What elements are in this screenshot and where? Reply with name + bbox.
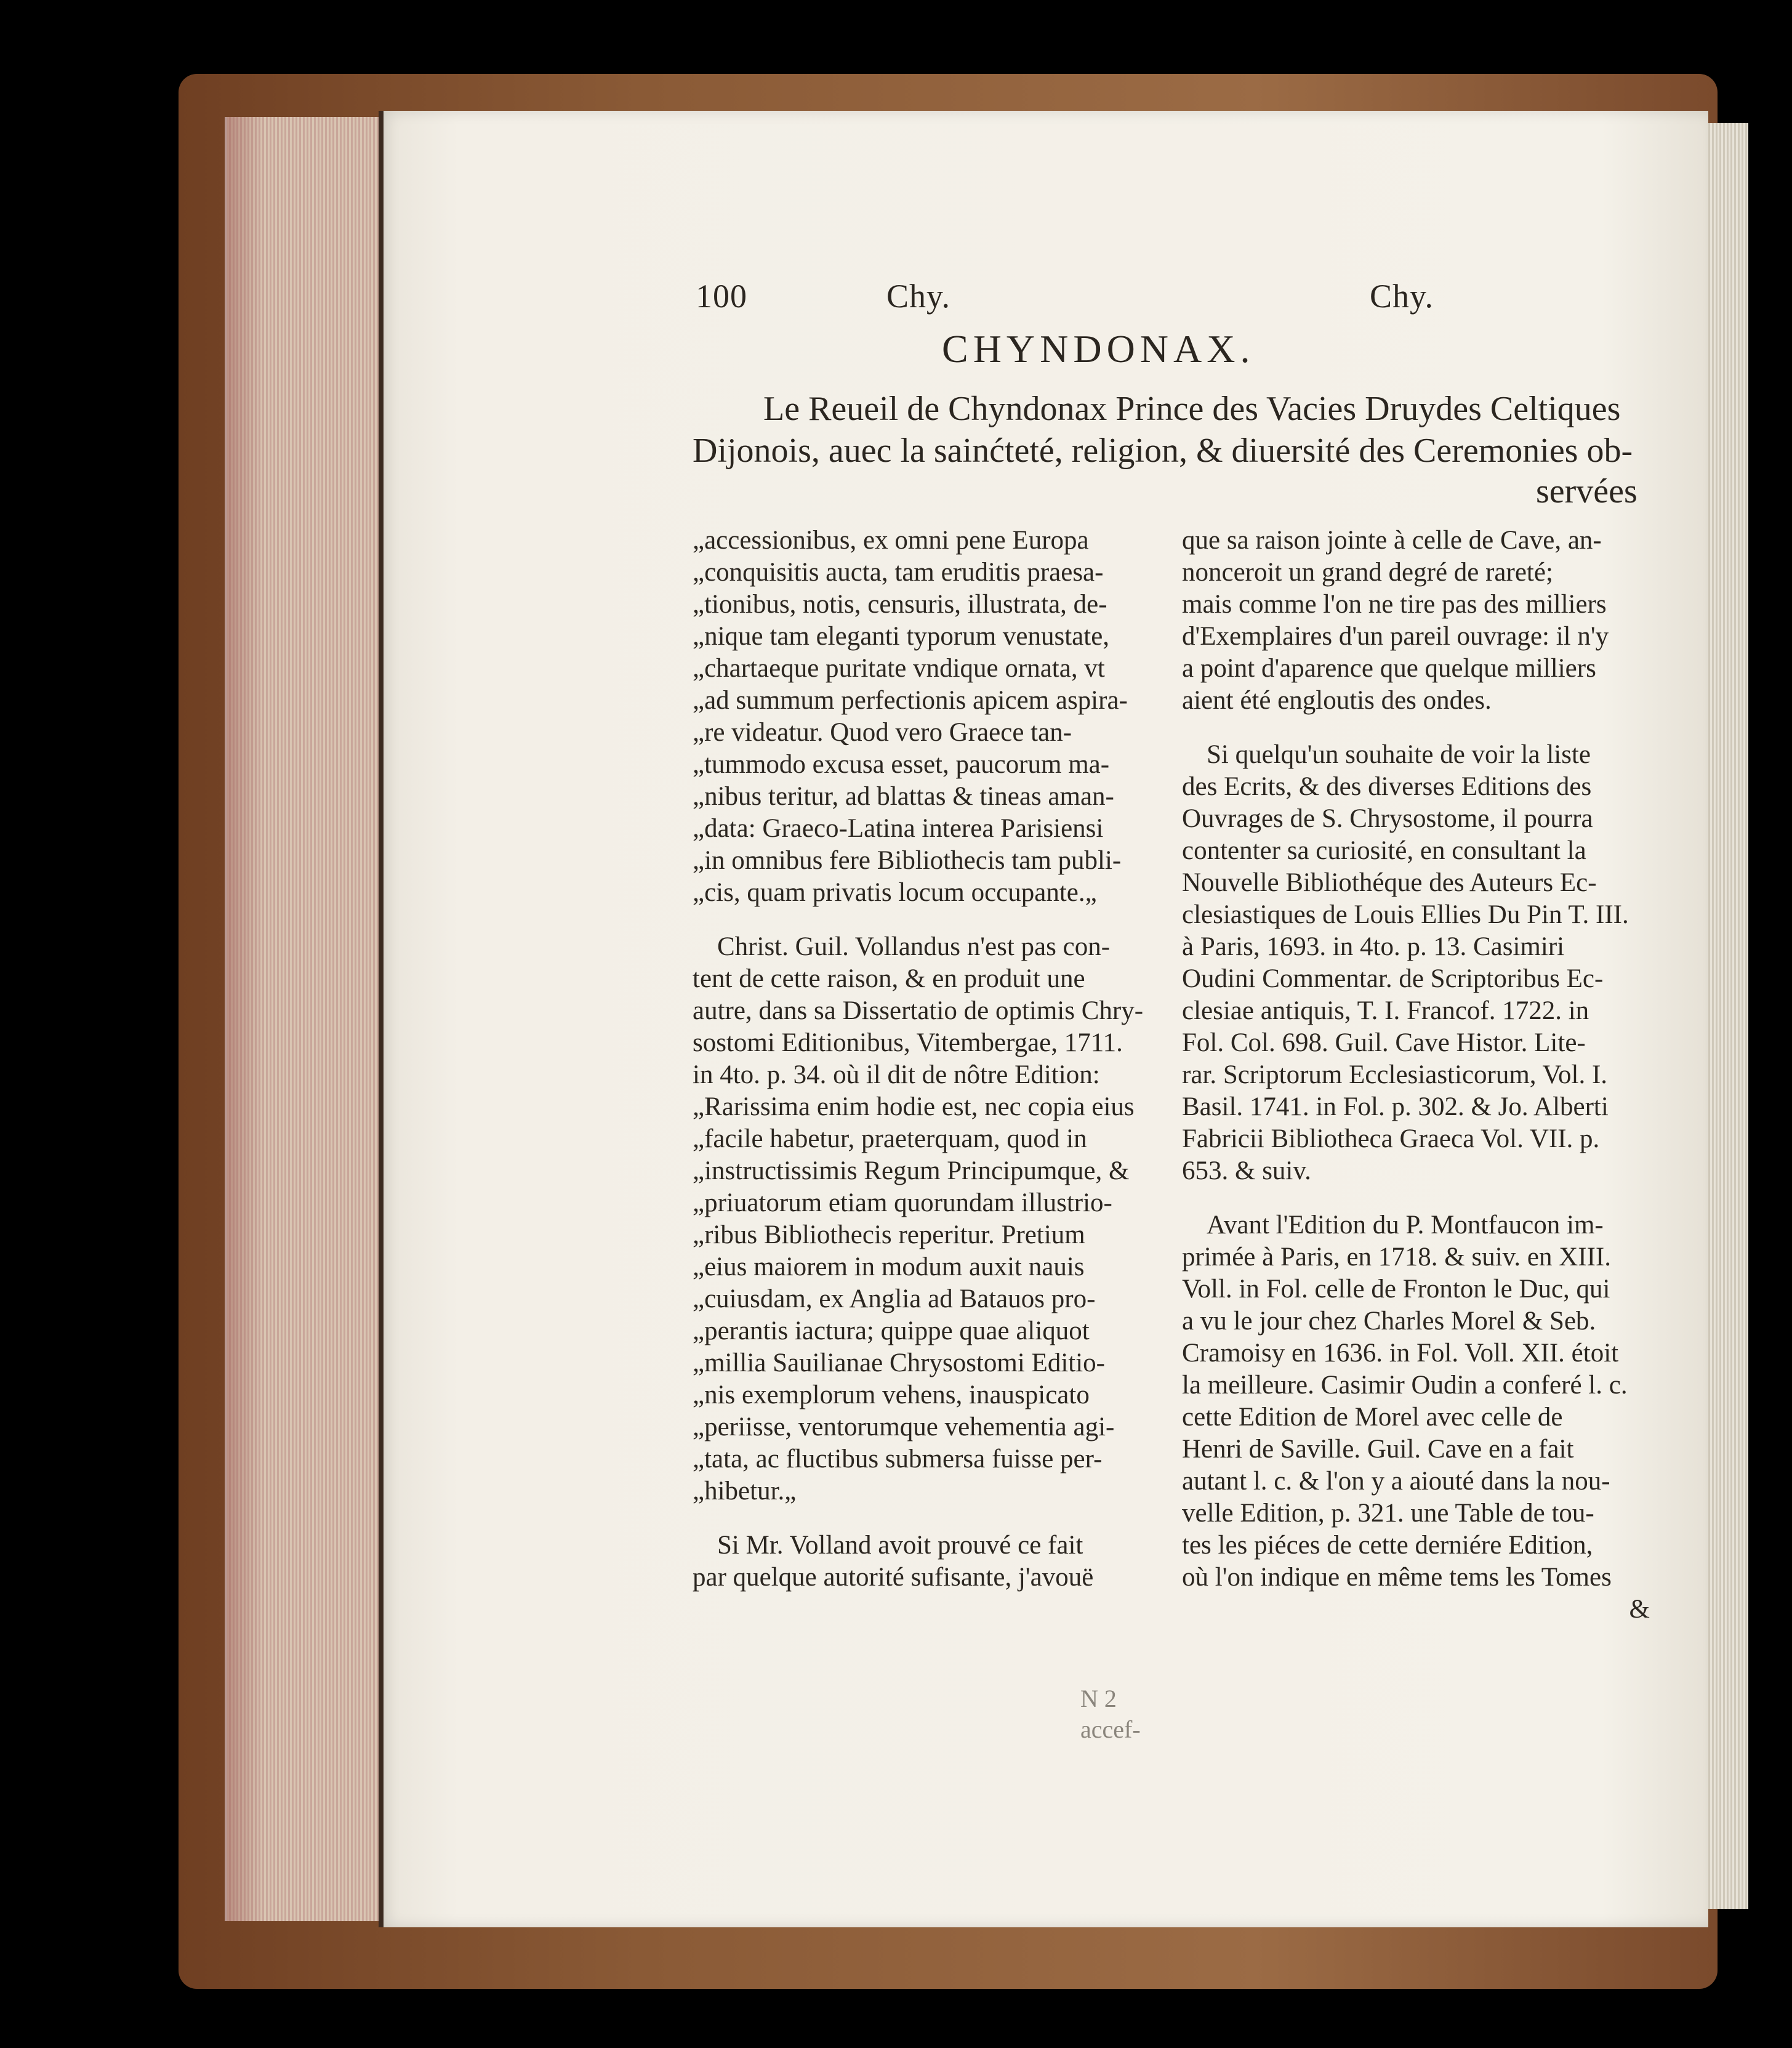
- text-line: „nibus teritur, ad blattas & tineas aman-: [693, 782, 1114, 811]
- text-line: nonceroit un grand degré de rareté;: [1182, 558, 1553, 587]
- text-line: aient été engloutis des ondes.: [1182, 686, 1492, 715]
- text-line: „in omnibus fere Bibliothecis tam publi-: [693, 846, 1122, 875]
- text-line: „instructissimis Regum Principumque, &: [693, 1156, 1130, 1185]
- running-head-right: Chy.: [1370, 278, 1434, 315]
- text-line: la meilleure. Casimir Oudin a conferé l. c.: [1182, 1371, 1628, 1400]
- text-line: Christ. Guil. Vollandus n'est pas con-: [717, 932, 1111, 961]
- text-line: Si quelqu'un souhaite de voir la liste: [1207, 740, 1591, 769]
- text-line: „tummodo excusa esset, paucorum ma-: [693, 750, 1110, 779]
- text-line: „chartaeque puritate vndique ornata, vt: [693, 654, 1105, 683]
- text-line: „conquisitis aucta, tam eruditis praesa-: [693, 558, 1104, 587]
- text-line: tes les piéces de cette derniére Edition,: [1182, 1531, 1593, 1560]
- text-line: Voll. in Fol. celle de Fronton le Duc, qui: [1182, 1275, 1610, 1304]
- text-line: „nis exemplorum vehens, inauspicato: [693, 1381, 1090, 1409]
- text-line: Cramoisy en 1636. in Fol. Voll. XII. étoit: [1182, 1339, 1619, 1368]
- text-line: „cis, quam privatis locum occupante.„: [693, 878, 1097, 907]
- heading-line-1: Le Reueil de Chyndonax Prince des Vacies Druydes Celtiques: [763, 390, 1621, 428]
- text-line: contenter sa curiosité, en consultant la: [1182, 836, 1586, 865]
- text-line: d'Exemplaires d'un pareil ouvrage: il n'y: [1182, 622, 1609, 651]
- text-line: „eius maiorem in modum auxit nauis: [693, 1252, 1085, 1281]
- text-line: „priuatorum etiam quorundam illustrio-: [693, 1188, 1112, 1217]
- text-line: „facile habetur, praeterquam, quod in: [693, 1124, 1087, 1153]
- text-line: „cuiusdam, ex Anglia ad Batauos pro-: [693, 1284, 1096, 1313]
- text-line: Avant l'Edition du P. Montfaucon im-: [1207, 1211, 1604, 1240]
- text-line: mais comme l'on ne tire pas des milliers: [1182, 590, 1607, 619]
- text-line: Si Mr. Volland avoit prouvé ce fait: [717, 1531, 1083, 1560]
- heading-line-3: servées: [1536, 472, 1637, 510]
- text-line: clesiae antiquis, T. I. Francof. 1722. in: [1182, 996, 1589, 1025]
- text-line: in 4to. p. 34. où il dit de nôtre Edition:: [693, 1060, 1100, 1089]
- text-line: rar. Scriptorum Ecclesiasticorum, Vol. I.: [1182, 1060, 1608, 1089]
- text-line: „Rarissima enim hodie est, nec copia eius: [693, 1092, 1135, 1121]
- text-line: autant l. c. & l'on y a aiouté dans la nou-: [1182, 1467, 1610, 1496]
- text-line: Henri de Saville. Guil. Cave en a fait: [1182, 1435, 1574, 1464]
- left-column: [693, 525, 1160, 1594]
- signature-mark: N 2: [1080, 1685, 1117, 1712]
- text-line: des Ecrits, & des diverses Editions des: [1182, 772, 1592, 801]
- page-number: 100: [696, 278, 747, 315]
- text-line: „millia Sauilianae Chrysostomi Editio-: [693, 1349, 1105, 1377]
- heading-line-2: Dijonois, auec la sainćteté, religion, & diuersité des Ceremonies ob-: [693, 432, 1633, 470]
- text-line: &: [1629, 1595, 1650, 1624]
- text-line: „hibetur.„: [693, 1477, 797, 1506]
- text-line: primée à Paris, en 1718. & suiv. en XIII.: [1182, 1243, 1611, 1272]
- text-line: a point d'aparence que quelque milliers: [1182, 654, 1596, 683]
- running-head-left: Chy.: [886, 278, 951, 315]
- text-line: Fol. Col. 698. Guil. Cave Histor. Lite-: [1182, 1028, 1586, 1057]
- text-line: „ad summum perfectionis apicem aspira-: [693, 686, 1128, 715]
- text-line: tent de cette raison, & en produit une: [693, 964, 1085, 993]
- text-line: „re videatur. Quod vero Graece tan-: [693, 718, 1072, 747]
- text-line: où l'on indique en même tems les Tomes: [1182, 1563, 1612, 1592]
- text-line: 653. & suiv.: [1182, 1156, 1311, 1185]
- catchword: accef-: [1080, 1715, 1141, 1743]
- text-line: „accessionibus, ex omni pene Europa: [693, 526, 1089, 555]
- right-column: [1182, 525, 1650, 1626]
- text-line: sostomi Editionibus, Vitembergae, 1711.: [693, 1028, 1123, 1057]
- text-line: que sa raison jointe à celle de Cave, an-: [1182, 526, 1602, 555]
- text-line: „nique tam eleganti typorum venustate,: [693, 622, 1110, 651]
- text-line: Fabricii Bibliotheca Graeca Vol. VII. p.: [1182, 1124, 1600, 1153]
- text-line: „tata, ac fluctibus submersa fuisse per-: [693, 1445, 1103, 1474]
- text-line: cette Edition de Morel avec celle de: [1182, 1403, 1563, 1432]
- text-line: „perantis iactura; quippe quae aliquot: [693, 1316, 1090, 1345]
- text-line: „tionibus, notis, censuris, illustrata, de-: [693, 590, 1107, 619]
- text-line: velle Edition, p. 321. une Table de tou-: [1182, 1499, 1594, 1528]
- article-title: CHYNDONAX.: [942, 327, 1255, 371]
- text-line: par quelque autorité sufisante, j'avouë: [693, 1563, 1094, 1592]
- text-line: autre, dans sa Dissertatio de optimis Chry-: [693, 996, 1144, 1025]
- text-line: Oudini Commentar. de Scriptoribus Ec-: [1182, 964, 1604, 993]
- text-line: Nouvelle Bibliothéque des Auteurs Ec-: [1182, 868, 1597, 897]
- text-line: à Paris, 1693. in 4to. p. 13. Casimiri: [1182, 932, 1565, 961]
- text-line: „periisse, ventorumque vehementia agi-: [693, 1413, 1115, 1441]
- text-line: clesiastiques de Louis Ellies Du Pin T. III.: [1182, 900, 1629, 929]
- text-line: Basil. 1741. in Fol. p. 302. & Jo. Alberti: [1182, 1092, 1609, 1121]
- page-edges-left: [225, 117, 384, 1921]
- book-page: [379, 111, 1708, 1927]
- text-line: Ouvrages de S. Chrysostome, il pourra: [1182, 804, 1593, 833]
- text-line: „data: Graeco-Latina interea Parisiensi: [693, 814, 1104, 843]
- text-line: a vu le jour chez Charles Morel & Seb.: [1182, 1307, 1596, 1336]
- text-line: „ribus Bibliothecis reperitur. Pretium: [693, 1220, 1085, 1249]
